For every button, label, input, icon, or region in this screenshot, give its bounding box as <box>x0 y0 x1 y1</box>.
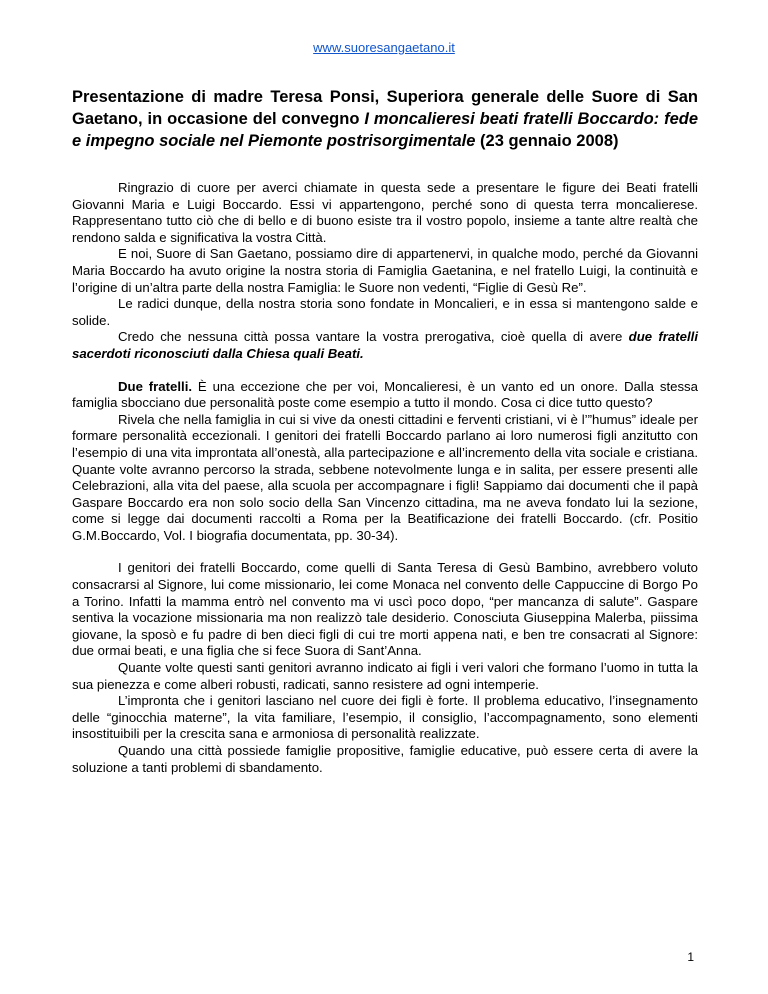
paragraph-8: Quante volte questi santi genitori avranno indicato ai figli i veri valori che formano l’uomo in tutta la sua pienezza e come alberi robusti, radicati, sanno resistere ad ogni intemperie. <box>72 660 698 692</box>
title-date: (23 gennaio 2008) <box>475 132 619 150</box>
document-body <box>72 180 698 776</box>
title-text: Presentazione di madre Teresa Ponsi, Superiora generale delle Suore di San Gaetano, in occasione del convegno <box>72 88 698 128</box>
paragraph-9: L’impronta che i genitori lasciano nel cuore dei figli è forte. Il problema educativo, l’insegnamento delle “ginocchia materne”, la vita familiare, l’esempio, il consiglio, l’accompagnamento, sono elementi insostituibili per la crescita sana e armoniosa di personalità realizzate. <box>72 693 698 742</box>
paragraph-1: Ringrazio di cuore per averci chiamate in questa sede a presentare le figure dei Beati fratelli Giovanni Maria e Luigi Boccardo. Essi vi appartengono, perché sono di questa terra moncalierese. Rappresentano tutto ciò che di bello e di buono esiste tra il vostro popolo, insieme a tante altre realtà che rendono salda e significativa la vostra Città. <box>72 180 698 245</box>
page-number: 1 <box>687 950 694 964</box>
title-convegno-name: I moncalieresi beati fratelli Boccardo: fede e impegno sociale nel Piemonte postrisorgimentale <box>72 110 698 150</box>
paragraph-5-text: È una eccezione che per voi, Moncalieresi, è un vanto ed un onore. Dalla stessa famiglia sbocciano due personalità poste come esempio a tutto il mondo. Cosa ci dice tutto questo? <box>72 378 698 411</box>
paragraph-6: Rivela che nella famiglia in cui si vive da onesti cittadini e ferventi cristiani, vi è l’”humus” ideale per formare personalità eccezionali. I genitori dei fratelli Boccardo parlano ai loro numerosi figli anzitutto con l’esempio di una vita improntata all’onestà, alla partecipazione e all’incremento della vita sociale e cristiana. Quante volte avranno percorso la strada, sebbene notevolmente lunga e in salita, per essere presenti alle Celebrazioni, alla vita del paese, alla scuola per accompagnare i figli! Sappiamo dai documenti che il papà Gaspare Boccardo era non solo socio della San Vincenzo cittadina, ma ne aveva fondato lui la sezione, come si legge dai documenti raccolti a Roma per la Beatificazione dei fratelli Boccardo. (cfr. Positio G.M.Boccardo, Vol. I biografia documentata, pp. 30-34). <box>72 411 699 543</box>
paragraph-7: I genitori dei fratelli Boccardo, come quelli di Santa Teresa di Gesù Bambino, avrebbero voluto consacrarsi al Signore, lui come missionario, lei come Monaca nel convento delle Cappuccine di Borgo Po a Torino. Infatti la mamma entrò nel convento ma vi uscì poco dopo, “per mancanza di salute”. Gaspare sentiva la vocazione missionaria ma non realizzò tale desiderio. Conosciuta Giuseppina Malerba, piissima giovane, la sposò e fu padre di ben dieci figli di cui tre morti appena nati, e ben tre consacrati al Signore: due ormai beati, e una figlia che si fece Suora di Sant’Anna. <box>72 560 698 659</box>
website-link[interactable]: www.suoresangaetano.it <box>313 40 455 55</box>
paragraph-3: Le radici dunque, della nostra storia sono fondate in Moncalieri, e in essa si mantengono salde e solide. <box>72 296 698 328</box>
paragraph-4-emphasis: due fratelli sacerdoti riconosciuti dalla Chiesa quali Beati. <box>72 329 698 361</box>
paragraph-4-text: Credo che nessuna città possa vantare la vostra prerogativa, cioè quella di avere <box>118 329 629 345</box>
paragraph-2: E noi, Suore di San Gaetano, possiamo dire di appartenervi, in qualche modo, perché da Giovanni Maria Boccardo ha avuto origine la nostra storia di Famiglia Gaetanina, e nel fratello Luigi, la continuità e l’origine di un’altra parte della nostra Famiglia: le Suore non vedenti, “Figlie di Gesù Re”. <box>72 246 698 295</box>
paragraph-5 <box>72 379 698 412</box>
paragraph-10: Quando una città possiede famiglie propositive, famiglie educative, può essere certa di avere la soluzione a tanti problemi di sbandamento. <box>72 743 698 775</box>
document-title <box>72 86 698 152</box>
paragraph-5-bold: Due fratelli. <box>118 378 193 394</box>
paragraph-4 <box>72 329 698 362</box>
